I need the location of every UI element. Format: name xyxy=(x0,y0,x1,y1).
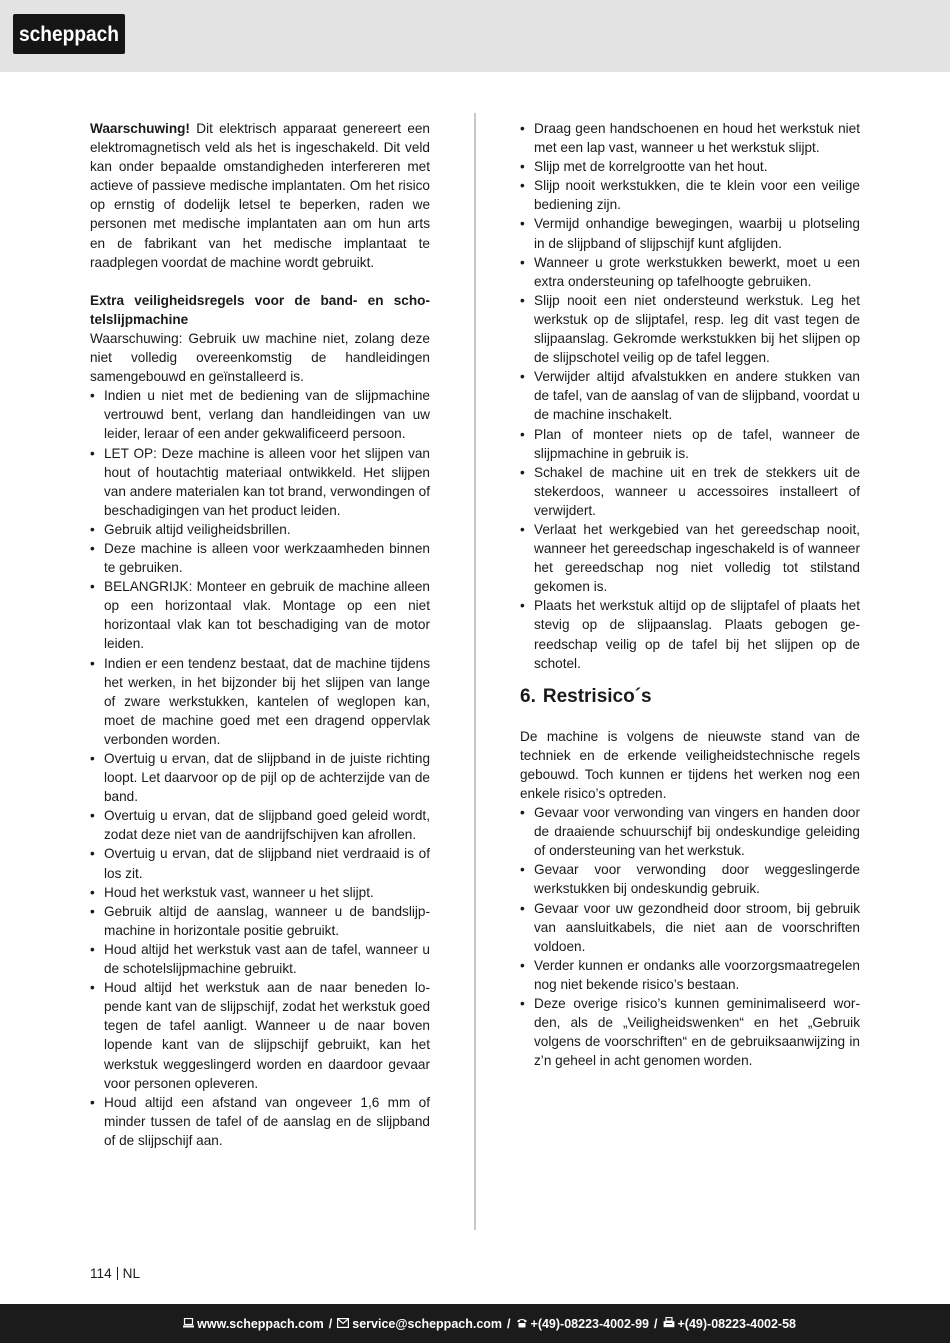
bullet-marker: • xyxy=(90,445,95,461)
warning-label: Waarschuwing! xyxy=(90,121,190,136)
phone-icon xyxy=(516,1317,528,1331)
safety-list-item-text: Overtuig u ervan, dat de slijpband niet verdraaid is of los zit. xyxy=(104,846,430,881)
safety-list-item-text: Slijp met de korrelgrootte van het hout. xyxy=(534,159,768,175)
safety-list-item-text: Gebruik altijd de aanslag, wanneer u de bandslijpmachine in horizontale positie gebruikt. xyxy=(104,903,430,938)
risk-list-item xyxy=(520,803,860,860)
section-heading xyxy=(520,685,860,709)
section-title: Restrisico´s xyxy=(542,685,652,707)
safety-list-item xyxy=(90,978,430,1093)
computer-icon xyxy=(183,1317,194,1331)
safety-list-item xyxy=(520,367,860,424)
footer-email[interactable]: service@scheppach.com xyxy=(352,1316,503,1331)
bullet-marker: • xyxy=(520,521,525,537)
safety-list-item xyxy=(90,1093,430,1150)
safety-list-item-text: Slijp nooit een niet ondersteund werkstuk. Leg het werkstuk op de slijptafel, resp. leg dit vast tegen de slijpaanslag. Gekromde werkstukken bij het slijpen op de slijpschotel veilig op de tafel leggen. xyxy=(534,292,860,366)
risk-list-item-text: Deze overige risico’s kunnen geminimaliseerd worden, als de „Veiligheidswenken“ en het „Gebruik volgens de voorschriften“ en de gebruiksaanwijzing in z’n geheel in acht genomen worden. xyxy=(534,996,860,1069)
bullet-marker: • xyxy=(520,598,525,614)
left-column xyxy=(90,119,430,1150)
safety-list-item xyxy=(520,596,860,672)
safety-list-item xyxy=(90,749,430,806)
safety-list-item xyxy=(520,291,860,367)
bullet-marker: • xyxy=(90,980,95,996)
safety-intro: Waarschuwing: Gebruik uw machine niet, zolang deze niet volledig overeenkomstig de handleidingen samengebouwd en geïnstalleerd is. xyxy=(90,330,430,385)
risk-list-item-text: Gevaar voor verwonding door weggeslingerde werkstukken bij ondeskundig gebruik. xyxy=(534,862,860,897)
bullet-marker: • xyxy=(90,846,95,862)
safety-list-item xyxy=(90,940,430,978)
safety-list-item xyxy=(520,119,860,157)
safety-list-item-text: Wanneer u grote werkstukken bewerkt, moet u een extra ondersteuning op tafelhoogte gebruiken. xyxy=(534,254,860,289)
safety-list-item xyxy=(90,539,430,577)
bullet-marker: • xyxy=(520,996,525,1012)
page-language: NL xyxy=(122,1266,141,1281)
footer-website[interactable]: www.scheppach.com xyxy=(197,1316,324,1331)
safety-list-item-text: LET OP: Deze machine is alleen voor het slijpen van hout of houtachtig materiaal ontwikkeld. Het slijpen van andere materialen kan tot brand, verwondingen of beschadigingen van het product leiden. xyxy=(104,445,430,518)
footer-phone[interactable]: +(49)-08223-4002-99 xyxy=(530,1316,650,1331)
safety-list-item-text: Plaats het werkstuk altijd op de slijptafel of plaats het stevig op de slijpaanslag. Plaats gebogen gereedschap veilig op de tafel bij het slijpen op de schotel. xyxy=(534,598,860,671)
safety-subheading: Extra veiligheidsregels voor de band- en schotelslijpmachine xyxy=(90,292,430,327)
bullet-marker: • xyxy=(90,1094,95,1110)
bullet-marker: • xyxy=(520,464,525,480)
safety-list-item xyxy=(520,463,860,520)
bullet-marker: • xyxy=(520,254,525,270)
safety-list-item-text: Verwijder altijd afvalstukken en andere stukken van de tafel, van de aanslag of van de slijpband, voordat u de machine inschakelt. xyxy=(534,369,860,423)
footer-band xyxy=(0,1304,950,1343)
safety-list-item xyxy=(520,253,860,291)
footer-separator: / xyxy=(507,1316,511,1331)
warning-text: Dit elektrisch apparaat genereert een elektromagnetisch veld als het is ingeschakeld. Dit veld kan onder bepaalde omstandigheden interfereren met actieve of passieve medische implantaten. Om het risico op ernstig of dodelijk letsel te beperken, raden we personen met medische implantaten aan om hun arts en de fabrikant van het medische implantaat te raadplegen voordat de machine wordt gebruikt. xyxy=(90,121,430,270)
safety-list-item-text: Houd altijd het werkstuk vast aan de tafel, wanneer u de schotelslijpmachine gebruikt. xyxy=(104,941,430,977)
bullet-marker: • xyxy=(520,292,525,308)
bullet-marker: • xyxy=(90,808,95,824)
right-safety-list xyxy=(520,119,860,673)
bullet-marker: • xyxy=(90,655,95,671)
fax-icon xyxy=(663,1317,675,1331)
safety-list-item xyxy=(90,844,430,882)
bullet-marker: • xyxy=(520,957,525,973)
page-number-value: 114 xyxy=(90,1266,112,1281)
safety-list-item-text: Vermijd onhandige bewegingen, waarbij u plotseling in de slijpband of slijpschijf kunt afglijden. xyxy=(534,216,860,251)
footer-separator: / xyxy=(328,1316,333,1331)
safety-list-item-text: Houd het werkstuk vast, wanneer u het slijpt. xyxy=(104,884,374,900)
safety-list-item-text: Houd altijd het werkstuk aan de naar beneden lopende kant van de slijpschijf, zodat het werkstuk goed tegen de tafel aanligt. Wanneer u de naar boven lopende kant van de slijpschijf gebruikt, kan het werkstuk weggeslingerd worden en daardoor gevaar voor personen opleveren. xyxy=(104,980,430,1091)
safety-list-item-text: Verlaat het werkgebied van het gereedschap nooit, wanneer het gereedschap ingeschakeld is of wanneer het gereedschap nog niet volledig tot stilstand gekomen is. xyxy=(534,521,860,595)
safety-list-item-text: Overtuig u ervan, dat de slijpband in de juiste richting loopt. Let daarvoor op de pijl op de achterzijde van de band. xyxy=(104,751,430,805)
safety-list-item xyxy=(90,577,430,653)
risk-list-item xyxy=(520,956,860,994)
scheppach-logo xyxy=(13,14,125,54)
bullet-marker: • xyxy=(90,540,95,556)
bullet-marker: • xyxy=(90,884,95,900)
bullet-marker: • xyxy=(520,178,525,194)
risk-list-item-text: Gevaar voor uw gezondheid door stroom, bij gebruik van aansluitkabels, die niet aan de voorschriften voldoen. xyxy=(534,900,860,954)
safety-list-item xyxy=(90,654,430,749)
footer-fax[interactable]: +(49)-08223-4002-58 xyxy=(677,1316,796,1331)
safety-list-item-text: Draag geen handschoenen en houd het werkstuk niet met een lap vast, wanneer u het werkstuk slijpt. xyxy=(534,121,860,156)
section-number: 6. xyxy=(520,685,536,707)
svg-text:scheppach: scheppach xyxy=(19,23,119,46)
bullet-marker: • xyxy=(90,521,95,537)
bullet-marker: • xyxy=(520,159,525,175)
safety-list-item-text: Gebruik altijd veiligheidsbrillen. xyxy=(104,521,291,537)
header-band xyxy=(0,0,950,72)
safety-list-item-text: BELANGRIJK: Monteer en gebruik de machine alleen op een horizontaal vlak. Montage op een niet horizontaal vlak kan tot beschadiging van de motor leiden. xyxy=(104,579,430,652)
bullet-marker: • xyxy=(90,388,95,404)
page-number-separator xyxy=(117,1267,118,1280)
right-column xyxy=(520,119,860,1070)
safety-list-item xyxy=(90,902,430,940)
risk-list-item-text: Verder kunnen er ondanks alle voorzorgsmaatregelen nog niet bekende risico’s bestaan. xyxy=(534,957,860,992)
safety-list-item-text: Schakel de machine uit en trek de stekkers uit de stekerdoos, wanneer u accessoires installeert of verwijdert. xyxy=(534,464,860,518)
bullet-marker: • xyxy=(520,369,525,385)
risk-list-item xyxy=(520,994,860,1070)
safety-list-item xyxy=(90,883,430,902)
safety-list-item-text: Indien u niet met de bediening van de slijpmachine vertrouwd bent, verlang dan handleidingen van uw leider, leraar of een ander gekwalificeerd persoon. xyxy=(104,388,430,442)
safety-list-item xyxy=(90,386,430,443)
bullet-marker: • xyxy=(520,805,525,821)
risk-list-item-text: Gevaar voor verwonding van vingers en handen door de draaiende schuurschijf bij ondeskundige geleiding of ondersteuning van het werkstuk. xyxy=(534,805,860,859)
safety-list-item xyxy=(90,444,430,520)
footer-separator: / xyxy=(654,1316,658,1331)
safety-list-item-text: Deze machine is alleen voor werkzaamheden binnen te gebruiken. xyxy=(104,540,430,576)
safety-list-item-text: Slijp nooit werkstukken, die te klein voor een veilige bediening zijn. xyxy=(534,178,860,213)
bullet-marker: • xyxy=(520,216,525,232)
safety-list-item-text: Indien er een tendenz bestaat, dat de machine tijdens het werken, in het bijzonder bij het slijpen van lange of zware werkstukken, kantelen of weglopen kan, moet de machine goed met een dragend oppervlak verbonden worden. xyxy=(104,655,430,747)
safety-list-item-text: Houd altijd een afstand van ongeveer 1,6 mm of minder tussen de tafel of de aanslag en de slijpband of de slijpschijf aan. xyxy=(104,1094,430,1148)
bullet-marker: • xyxy=(520,121,525,136)
warning-paragraph xyxy=(90,119,430,272)
page-number xyxy=(90,1266,140,1281)
safety-list-item-text: Overtuig u ervan, dat de slijpband goed geleid wordt, zodat deze niet van de aandrijfschijven kan afrollen. xyxy=(104,808,430,843)
safety-list-item xyxy=(520,157,860,176)
bullet-marker: • xyxy=(90,579,95,595)
risk-list xyxy=(520,803,860,1070)
safety-list-item xyxy=(520,214,860,252)
column-divider xyxy=(474,113,476,1230)
bullet-marker: • xyxy=(520,862,525,878)
left-safety-list xyxy=(90,386,430,1150)
risk-list-item xyxy=(520,899,860,956)
section-intro: De machine is volgens de nieuwste stand van de techniek en de erkende veiligheidstechnische regels gebouwd. Toch kunnen er tijdens het werken nog een enkele risico’s optreden. xyxy=(520,728,860,801)
bullet-marker: • xyxy=(90,751,95,766)
safety-list-item xyxy=(520,176,860,214)
bullet-marker: • xyxy=(90,903,95,919)
safety-list-item xyxy=(90,520,430,539)
safety-list-item xyxy=(520,520,860,596)
risk-list-item xyxy=(520,860,860,898)
safety-list-item xyxy=(520,425,860,463)
safety-list-item-text: Plan of monteer niets op de tafel, wanneer de slijpmachine in gebruik is. xyxy=(534,426,860,461)
bullet-marker: • xyxy=(520,900,525,916)
safety-list-item xyxy=(90,806,430,844)
email-icon xyxy=(337,1317,349,1331)
bullet-marker: • xyxy=(520,426,525,442)
bullet-marker: • xyxy=(90,941,95,957)
